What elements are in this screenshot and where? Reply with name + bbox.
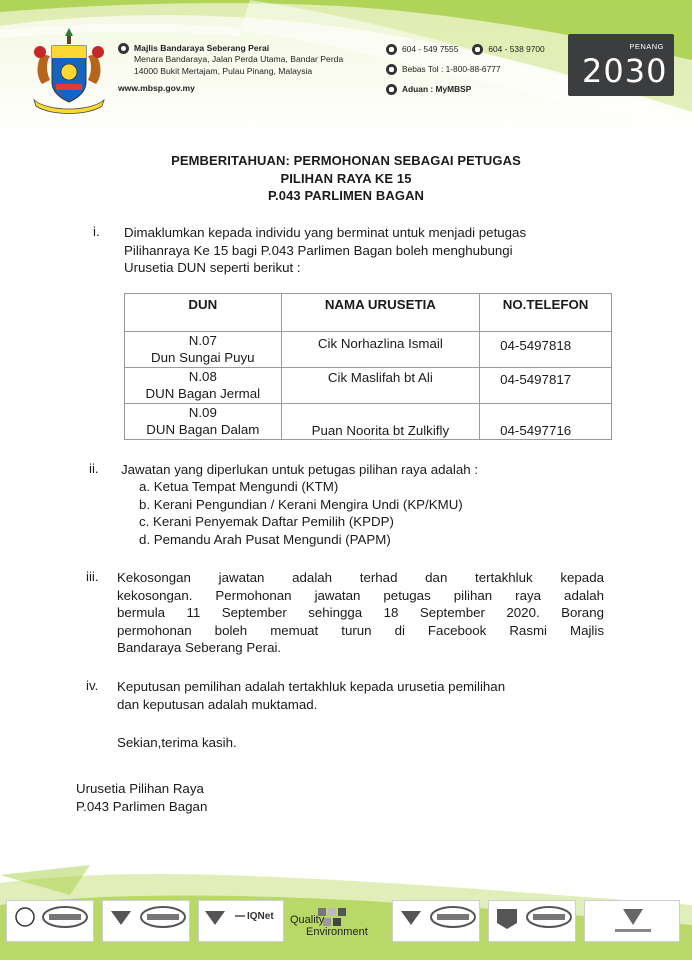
dun-contact-table [124, 293, 612, 440]
table-row [125, 332, 612, 368]
position-list [139, 478, 463, 548]
cert-logo-iqnet [198, 900, 284, 942]
title-line-3: P.043 PARLIMEN BAGAN [267, 188, 425, 203]
complaints-channel: Aduan : MyMBSP [402, 84, 472, 94]
mbsp-crest-logo [26, 24, 112, 116]
table-header-row [125, 294, 612, 332]
section-iii-line-2: kekosongan. Permohonan jawatan petugas pilihan raya adalah [117, 587, 604, 603]
section-iii-text [117, 569, 604, 657]
location-icon [118, 43, 129, 54]
signature-line-1: Urusetia Pilihan Raya [76, 781, 204, 796]
penang-2030-logo [568, 34, 674, 96]
section-iii-line-3: bermula 11 September sehingga 18 September 2020. Borang [117, 605, 604, 620]
section-i-line-3: Urusetia DUN seperti berikut : [124, 260, 301, 275]
cert-logo-iso-45001 [392, 900, 480, 942]
title-line-1: PEMBERITAHUAN: PERMOHONAN SEBAGAI PETUGAS [171, 153, 521, 168]
header-no-telefon: NO.TELEFON [480, 294, 612, 332]
list-item: c. Kerani Penyemak Daftar Pemilih (KPDP) [139, 514, 394, 529]
section-iv-line-1: Keputusan pemilihan adalah tertakhluk kepada urusetia pemilihan [117, 679, 506, 694]
website-link[interactable]: www.mbsp.gov.my [118, 83, 195, 94]
telefon-cell: 04-5497817 [480, 368, 612, 404]
website-row [118, 83, 343, 94]
contact-info [386, 44, 545, 104]
closing-text: Sekian,terima kasih. [117, 735, 237, 750]
telefon-cell: 04-5497716 [480, 404, 612, 440]
dun-code: N.07 [188, 333, 217, 348]
section-ii-number: ii. [89, 461, 99, 476]
cert-logo-iso14001 [102, 900, 190, 942]
dun-name: Dun Sungai Puyu [151, 350, 255, 365]
toll-free-row [386, 64, 545, 75]
org-address-line-1: Menara Bandaraya, Jalan Perda Utama, Bandar Perda [134, 54, 344, 65]
dun-name: DUN Bagan Jermal [145, 386, 261, 401]
dun-name: DUN Bagan Dalam [146, 422, 260, 437]
phone-icon [386, 44, 397, 55]
dun-code: N.09 [188, 405, 217, 420]
table-row [125, 368, 612, 404]
certification-logos [6, 900, 686, 954]
cert-logo-ohsas [584, 900, 680, 942]
list-item: b. Kerani Pengundian / Kerani Mengira Undi (KP/KMU) [139, 496, 463, 512]
dun-cell [125, 404, 282, 440]
toll-free-icon [386, 64, 397, 75]
section-iv-line-2: dan keputusan adalah muktamad. [117, 696, 318, 712]
signature-block [76, 780, 207, 815]
dun-cell [125, 368, 282, 404]
section-i-line-2: Pilihanraya Ke 15 bagi P.043 Parlimen Bagan boleh menghubungi [124, 242, 513, 258]
notice-title [0, 152, 692, 205]
title-line-2: PILIHAN RAYA KE 15 [280, 170, 412, 186]
cert-logo-iso9001 [6, 900, 94, 942]
toll-free-number: Bebas Tol : 1-800-88-6777 [402, 64, 501, 74]
phone-number: 604 - 549 7555 [402, 44, 459, 54]
section-i-text [124, 224, 604, 277]
phone-fax-row [386, 44, 545, 55]
table-row [125, 404, 612, 440]
fax-number: 604 - 538 9700 [488, 44, 545, 54]
cert-logo-isms [488, 900, 576, 942]
urusetia-cell: Puan Noorita bt Zulkifly [281, 404, 480, 440]
org-address-row [118, 43, 343, 77]
organisation-info [118, 43, 343, 95]
urusetia-cell: Cik Maslifah bt Ali [281, 368, 480, 404]
fax-icon [472, 44, 483, 55]
section-iii-line-5: Bandaraya Seberang Perai. [117, 640, 282, 655]
header-dun: DUN [125, 294, 282, 332]
dun-cell [125, 332, 282, 368]
section-iv-number: iv. [86, 678, 99, 693]
org-address-line-2: 14000 Bukit Mertajam, Pulau Pinang, Malaysia [134, 65, 313, 76]
complaints-row [386, 84, 545, 95]
section-i-number: i. [93, 224, 100, 239]
section-ii-intro: Jawatan yang diperlukan untuk petugas pilihan raya adalah : [121, 462, 479, 477]
section-i-line-1: Dimaklumkan kepada individu yang berminat untuk menjadi petugas [124, 225, 527, 240]
section-iii-line-1: Kekosongan jawatan adalah terhad dan tertakhluk kepada [117, 570, 604, 585]
environment-label: Environment [306, 926, 368, 938]
iqnet-label: IQNet [247, 911, 274, 922]
section-iii-number: iii. [86, 569, 99, 584]
quality-label: Quality [290, 914, 325, 926]
penang-label: PENANG [629, 42, 664, 51]
list-item: d. Pemandu Arah Pusat Mengundi (PAPM) [139, 531, 391, 547]
section-iv-text [117, 678, 607, 713]
quality-environment-mark [288, 906, 388, 942]
org-name: Majlis Bandaraya Seberang Perai [134, 43, 270, 53]
urusetia-cell: Cik Norhazlina Ismail [281, 332, 480, 368]
complaint-icon [386, 84, 397, 95]
telefon-cell: 04-5497818 [480, 332, 612, 368]
header-nama-urusetia: NAMA URUSETIA [281, 294, 480, 332]
section-iii-line-4: permohonan boleh memuat turun di Facebook Rasmi Majlis [117, 622, 604, 638]
list-item: a. Ketua Tempat Mengundi (KTM) [139, 479, 339, 494]
penang-year: 2030 [582, 52, 668, 90]
signature-line-2: P.043 Parlimen Bagan [76, 798, 208, 814]
dun-code: N.08 [188, 369, 217, 384]
